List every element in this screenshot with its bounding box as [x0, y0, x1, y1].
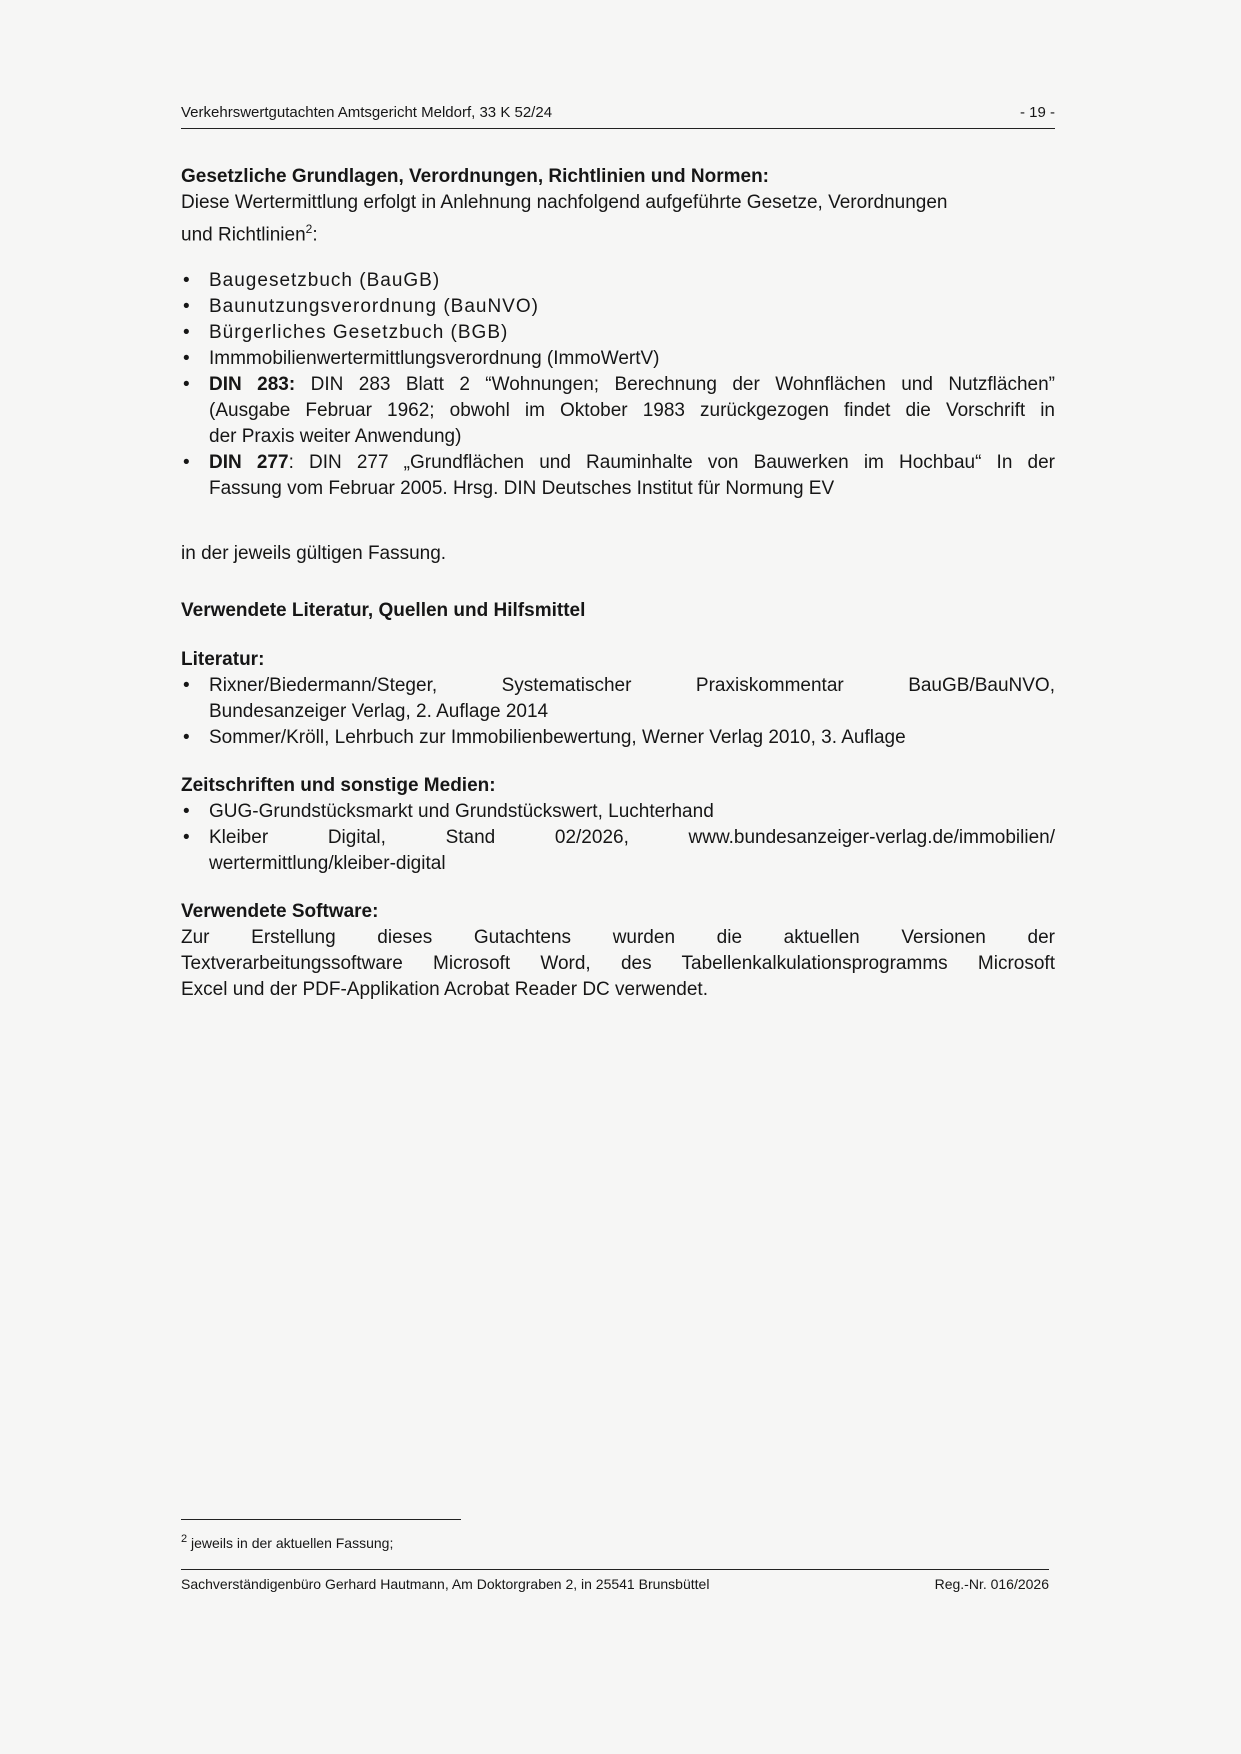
din283-label: DIN 283: [209, 374, 296, 395]
list-item: • Sommer/Kröll, Lehrbuch zur Immobilienbewertung, Werner Verlag 2010, 3. Auflage [181, 725, 1055, 751]
software-paragraph: Zur Erstellung dieses Gutachtens wurden die aktuellen Versionen der Textverarbeitungssoftware Microsoft Word, des Tabellenkalkulationsprogramms Microsoft Excel und der PDF-Applikation Acrobat Reader DC verwendet. [181, 927, 1055, 1000]
section-title-legal-basis: Gesetzliche Grundlagen, Verordnungen, Richtlinien und Normen: [181, 166, 770, 187]
intro-line: und Richtlinien$^2$: [181, 222, 318, 246]
header-case-reference: Verkehrswertgutachten Amtsgericht Meldorf, 33 K 52/24 [181, 104, 553, 121]
regulations-list [181, 268, 1055, 502]
list-item: • GUG-Grundstücksmarkt und Grundstückswert, Luchterhand [181, 799, 1055, 825]
list-item-din277: • DIN 277: DIN 277 „Grundflächen und Rauminhalte von Bauwerken im Hochbau“ In der Fassung vom Februar 2005. Hrsg. DIN Deutsches Institut für Normung EV [181, 450, 1055, 502]
footnote-number: 2 [181, 1533, 188, 1545]
list-item-din283: • DIN 283: DIN 283 Blatt 2 “Wohnungen; Berechnung der Wohnflächen und Nutzflächen” (Ausgabe Februar 1962; obwohl im Oktober 1983 zurückgezogen findet die Vorschrift in der Praxis weiter Anwendung) [181, 372, 1055, 450]
subheading-zeitschriften: Zeitschriften und sonstige Medien: [181, 775, 496, 796]
footnote [181, 1530, 393, 1552]
footnote-ref: 2 [305, 222, 313, 236]
footer-divider [181, 1569, 1049, 1570]
din277-label: DIN 277 [209, 452, 289, 473]
list-item: • Rixner/Biedermann/Steger, Systematischer Praxiskommentar BauGB/BauNVO, Bundesanzeiger Verlag, 2. Auflage 2014 [181, 673, 1055, 725]
header-divider [181, 128, 1055, 129]
footnote-divider [181, 1519, 461, 1520]
page-footer [181, 1575, 1049, 1593]
media-list [181, 799, 1055, 877]
list-item: • Baugesetzbuch (BauGB) [181, 268, 1055, 294]
page-number: - 19 - [1019, 104, 1055, 121]
subheading-literatur: Literatur: [181, 649, 265, 670]
subheading-software: Verwendete Software: [181, 901, 379, 922]
footnote-text: jeweils in der aktuellen Fassung; [191, 1535, 394, 1551]
footer-reg-number: Reg.-Nr. 016/2026 [934, 1576, 1049, 1592]
list-item: • Kleiber Digital, Stand 02/2026, www.bundesanzeiger-verlag.de/immobilien/ wertermittlung/kleiber-digital [181, 825, 1055, 877]
literature-list [181, 673, 1055, 751]
list-item: • Bürgerliches Gesetzbuch (BGB) [181, 320, 1055, 346]
closing-text: in der jeweils gültigen Fassung. [181, 543, 447, 564]
list-item: • Immmobilienwertermittlungsverordnung (ImmoWertV) [181, 346, 1055, 372]
list-item: • Baunutzungsverordnung (BauNVO) [181, 294, 1055, 320]
section-intro [181, 190, 1055, 248]
section-title-literature: Verwendete Literatur, Quellen und Hilfsmittel [181, 600, 586, 621]
intro-line: Diese Wertermittlung erfolgt in Anlehnung nachfolgend aufgeführte Gesetze, Verordnungen [181, 192, 948, 213]
footer-office: Sachverständigenbüro Gerhard Hautmann, Am Doktorgraben 2, in 25541 Brunsbüttel [181, 1576, 710, 1592]
